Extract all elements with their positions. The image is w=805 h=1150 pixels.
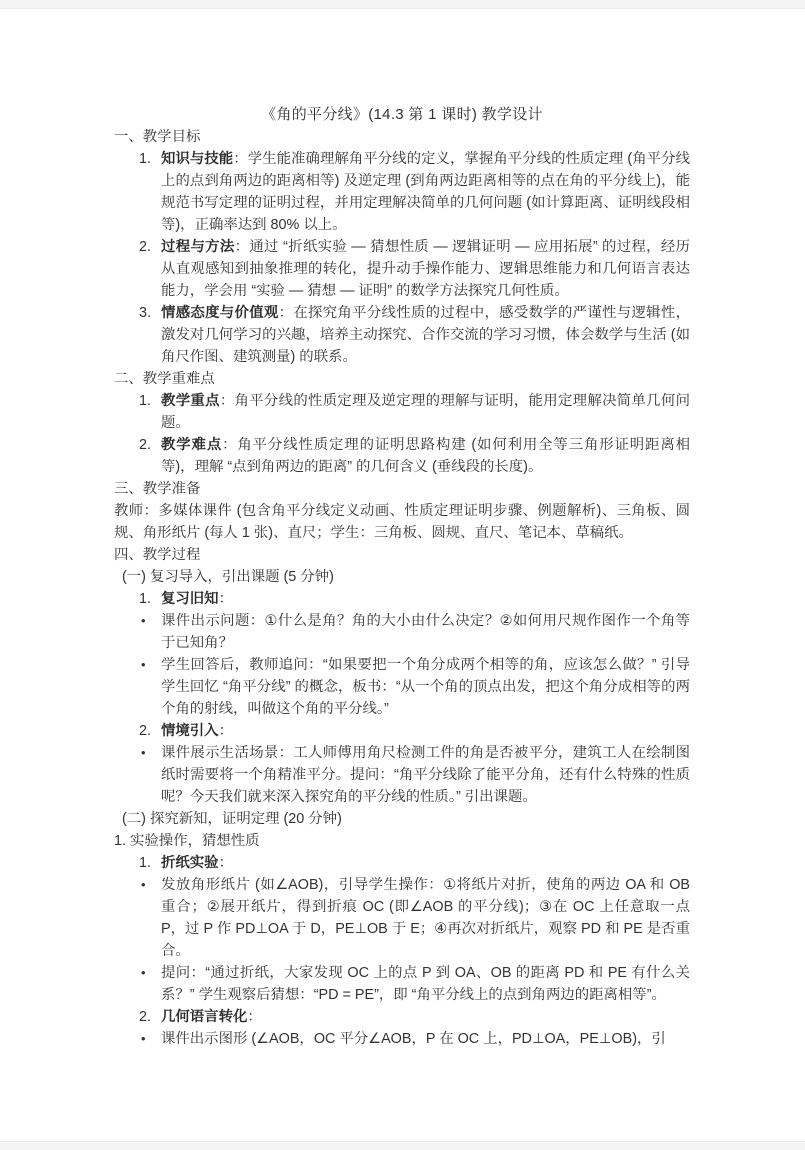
bullet-dot: •	[141, 965, 146, 980]
numbered-item	[114, 302, 690, 368]
item-text: 课件出示图形 (∠AOB，OC 平分∠AOB，P 在 OC 上，PD⊥OA，PE⊥OB)，引	[161, 1031, 666, 1047]
numbered-item	[114, 434, 690, 478]
item-label: 情感态度与价值观	[161, 305, 279, 321]
item-label: 知识与技能	[161, 151, 234, 167]
doc-title: 《角的平分线》(14.3 第 1 课时) 教学设计	[261, 106, 543, 123]
item-text: 学生回答后，教师追问：“如果要把一个角分成两个相等的角，应该怎么做？” 引导学生回忆 “角平分线” 的概念，板书：“从一个角的顶点出发，把这个角分成相等的两个角的射线，叫做这个角的平分线。”	[161, 657, 690, 717]
item-number: 2.	[139, 723, 152, 739]
section-heading: 二、教学重难点	[114, 371, 215, 387]
bullet-dot: •	[141, 613, 146, 628]
item-text: 提问：“通过折纸，大家发现 OC 上的点 P 到 OA、OB 的距离 PD 和 PE 有什么关系？” 学生观察后猜想：“PD = PE”，即 “角平分线上的点到角两边的距离相等”。	[161, 965, 690, 1003]
item-number: 2.	[139, 239, 152, 255]
numbered-heading: 1. 实验操作，猜想性质	[114, 833, 260, 849]
bullet-item	[114, 962, 690, 1006]
item-label: 折纸实验	[161, 855, 219, 871]
item-number: 1.	[139, 591, 152, 607]
bullet-item	[114, 610, 690, 654]
bullet-dot: •	[141, 877, 146, 892]
item-label: 几何语言转化	[161, 1009, 248, 1025]
section-heading: 三、教学准备	[114, 481, 201, 497]
item-label: 教学重点	[161, 393, 220, 409]
bullet-item	[114, 1028, 690, 1050]
page-top-edge	[0, 0, 805, 9]
item-label: 过程与方法	[161, 239, 235, 255]
bullet-item	[114, 654, 690, 720]
section-heading: 四、教学过程	[114, 547, 201, 563]
item-text: 教学重点：角平分线的性质定理及逆定理的理解与证明，能用定理解决简单几何问题。	[161, 393, 690, 431]
bullet-item	[114, 742, 690, 808]
item-number: 3.	[139, 305, 152, 321]
item-text: 课件出示问题：①什么是角？角的大小由什么决定？②如何用尺规作图作一个角等于已知角？	[161, 613, 690, 651]
item-text: 情感态度与价值观：在探究角平分线性质的过程中，感受数学的严谨性与逻辑性，激发对几何学习的兴趣，培养主动探究、合作交流的学习习惯，体会数学与生活 (如角尺作图、建筑测量) 的联系。	[161, 305, 690, 365]
numbered-item	[114, 390, 690, 434]
item-number: 2.	[139, 437, 152, 453]
page-bottom-edge	[0, 1141, 805, 1150]
subsection-line: (一) 复习导入，引出课题 (5 分钟)	[122, 569, 334, 585]
doc-body	[114, 126, 690, 1050]
numbered-item	[114, 720, 690, 742]
item-text: 情境引入：	[161, 723, 233, 739]
numbered-item	[114, 1006, 690, 1028]
numbered-item	[114, 852, 690, 874]
item-text: 几何语言转化：	[161, 1009, 262, 1025]
paragraph: 教师：多媒体课件 (包含角平分线定义动画、性质定理证明步骤、例题解析)、三角板、圆规、角形纸片 (每人 1 张)、直尺；学生：三角板、圆规、直尺、笔记本、草稿纸。	[114, 503, 690, 541]
bullet-dot: •	[141, 745, 146, 760]
item-label: 复习旧知	[161, 591, 219, 607]
document-page	[0, 9, 805, 1141]
item-text: 过程与方法：通过 “折纸实验 — 猜想性质 — 逻辑证明 — 应用拓展” 的过程，经历从直观感知到抽象推理的转化，提升动手操作能力、逻辑思维能力和几何语言表达能力，学会用 “实验 — 猜想 — 证明” 的数学方法探究几何性质。	[161, 239, 690, 299]
item-number: 1.	[139, 393, 152, 409]
subsection-line: (二) 探究新知，证明定理 (20 分钟)	[122, 811, 342, 827]
item-number: 2.	[139, 1009, 152, 1025]
item-text: 课件展示生活场景：工人师傅用角尺检测工件的角是否被平分，建筑工人在绘制图纸时需要将一个角精准平分。提问：“角平分线除了能平分角，还有什么特殊的性质呢？今天我们就来深入探究角的平分线的性质。” 引出课题。	[161, 745, 690, 805]
item-text: 发放角形纸片 (如∠AOB)，引导学生操作：①将纸片对折，使角的两边 OA 和 OB 重合；②展开纸片，得到折痕 OC (即∠AOB 的平分线)；③在 OC 上任意取一点 P，过 P 作 PD⊥OA 于 D，PE⊥OB 于 E；④再次对折纸片，观察 PD 和 PE 是否重合。	[161, 877, 690, 959]
numbered-item	[114, 148, 690, 236]
item-text: 教学难点：角平分线性质定理的证明思路构建 (如何利用全等三角形证明距离相等)，理解 “点到角两边的距离” 的几何含义 (垂线段的长度)。	[161, 437, 690, 475]
item-label: 教学难点	[161, 437, 223, 453]
item-label: 情境引入	[161, 723, 219, 739]
item-text: 知识与技能：学生能准确理解角平分线的定义，掌握角平分线的性质定理 (角平分线上的点到角两边的距离相等) 及逆定理 (到角两边距离相等的点在角的平分线上)，能规范书写定理的证明过程，并用定理解决简单的几何问题 (如计算距离、证明线段相等)，正确率达到 80% 以上。	[161, 151, 690, 233]
numbered-item	[114, 236, 690, 302]
numbered-item	[114, 588, 690, 610]
bullet-item	[114, 874, 690, 962]
item-text: 复习旧知：	[161, 591, 233, 607]
item-number: 1.	[139, 151, 152, 167]
bullet-dot: •	[141, 657, 146, 672]
item-text: 折纸实验：	[161, 855, 233, 871]
section-heading: 一、教学目标	[114, 129, 201, 145]
bullet-dot: •	[141, 1031, 146, 1046]
item-number: 1.	[139, 855, 152, 871]
